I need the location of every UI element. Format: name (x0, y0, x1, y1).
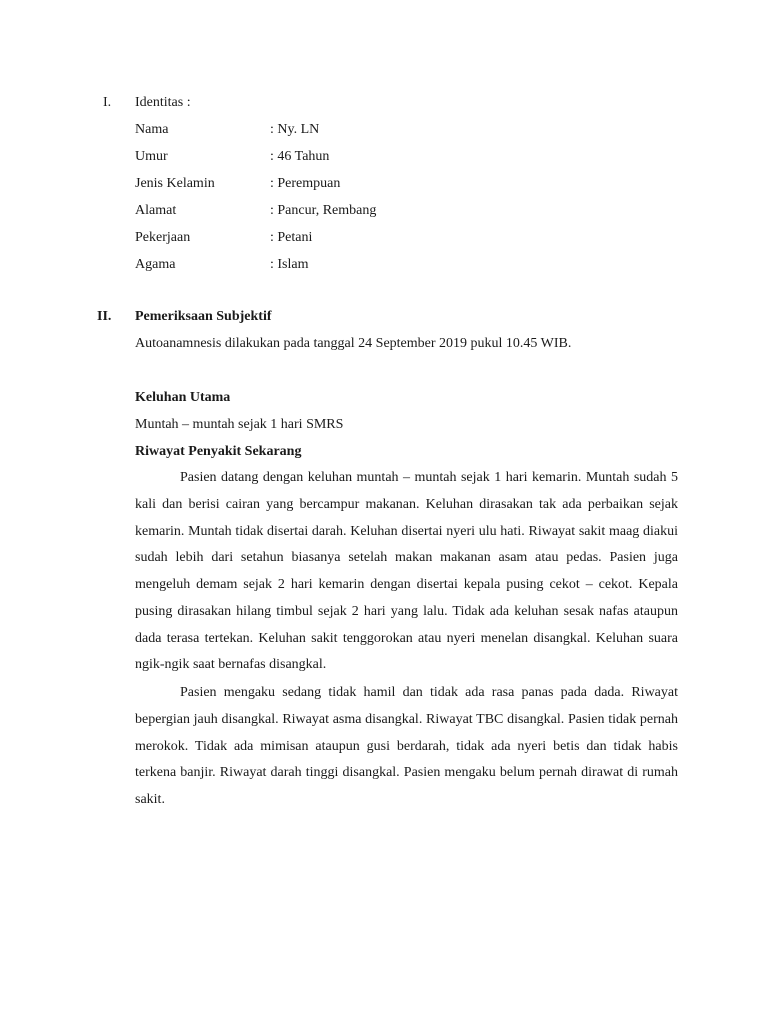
riwayat-paragraph-2: Pasien mengaku sedang tidak hamil dan tidak ada rasa panas pada dada. Riwayat bepergian jauh disangkal. Riwayat asma disangkal. Riwayat TBC disangkal. Pasien tidak pernah merokok. Tidak ada mimisan ataupun gusi berdarah, tidak ada nyeri betis dan tidak habis terkena banjir. Riwayat darah tinggi disangkal. Pasien mengaku belum pernah dirawat di rumah sakit. (135, 685, 678, 807)
pemeriksaan-heading: Pemeriksaan Subjektif (135, 309, 272, 324)
identitas-row-agama (135, 251, 678, 278)
identitas-row-nama (135, 116, 678, 143)
pemeriksaan-content (135, 303, 678, 814)
identitas-label: Jenis Kelamin (135, 176, 215, 191)
blank-line (135, 357, 678, 384)
keluhan-utama-text: Muntah – muntah sejak 1 hari SMRS (135, 417, 344, 432)
identitas-label: Agama (135, 257, 176, 272)
riwayat-paragraph-1: Pasien datang dengan keluhan muntah – muntah sejak 1 hari kemarin. Muntah sudah 5 kali dan berisi cairan yang bercampur makanan. Keluhan dirasakan tak ada perbaikan sejak kemarin. Muntah tidak disertai darah. Keluhan disertai nyeri ulu hati. Riwayat sakit maag diakui sudah lebih dari setahun biasanya setelah makan makanan asam atau pedas. Pasien juga mengeluh demam sejak 2 hari kemarin dengan disertai kepala pusing cekot – cekot. Kepala pusing dirasakan hilang timbul sejak 2 hari yang lalu. Tidak ada keluhan sesak nafas ataupun dada terasa tertekan. Keluhan sakit tenggorokan atau nyeri menelan disangkal. Keluhan suara ngik-ngik saat bernafas disangkal. (135, 470, 678, 673)
section-numeral-1: I. (103, 95, 112, 110)
identitas-row-umur (135, 143, 678, 170)
identitas-value: : Pancur, Rembang (270, 203, 377, 218)
section-numeral-2: II. (97, 309, 112, 324)
identitas-label: Pekerjaan (135, 230, 191, 245)
identitas-row-alamat (135, 197, 678, 224)
identitas-heading: Identitas : (135, 95, 191, 110)
identitas-label: Nama (135, 122, 169, 137)
identitas-row-jenis-kelamin (135, 170, 678, 197)
identitas-value: : Islam (270, 257, 309, 272)
identitas-value: : Petani (270, 230, 313, 245)
anamnesis-intro: Autoanamnesis dilakukan pada tanggal 24 September 2019 pukul 10.45 WIB. (135, 336, 572, 351)
identitas-label: Alamat (135, 203, 177, 218)
identitas-row-pekerjaan (135, 224, 678, 251)
identitas-value: : Ny. LN (270, 122, 320, 137)
riwayat-heading: Riwayat Penyakit Sekarang (135, 444, 302, 459)
identitas-value: : 46 Tahun (270, 149, 330, 164)
identitas-content (135, 89, 678, 278)
identitas-label: Umur (135, 149, 168, 164)
identitas-value: : Perempuan (270, 176, 341, 191)
keluhan-utama-heading: Keluhan Utama (135, 390, 231, 405)
